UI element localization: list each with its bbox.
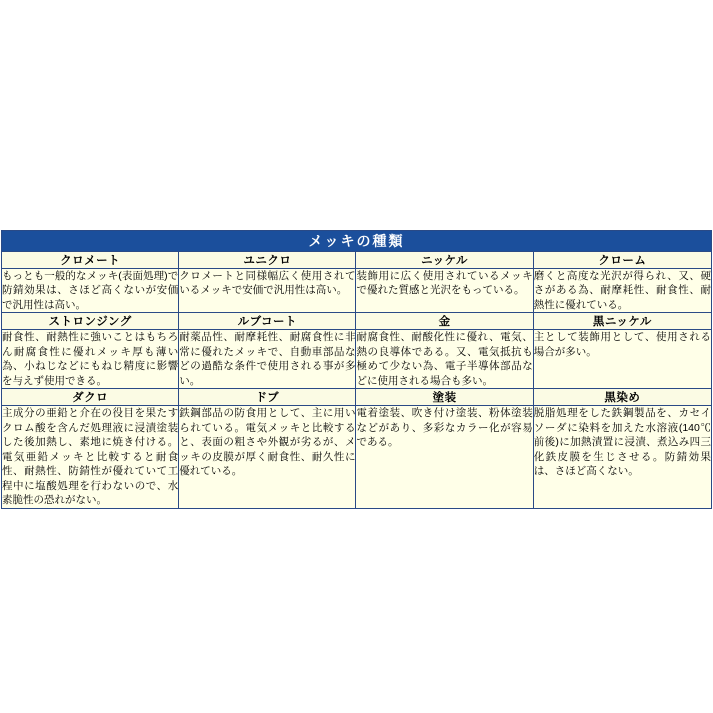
body-cell-unikuro: クロメートと同様幅広く使用されているメッキで安価で汎用性は高い。 <box>179 269 356 313</box>
header-cell-unikuro: ユニクロ <box>179 252 356 269</box>
table-title-row <box>2 231 712 252</box>
mekki-table-container <box>1 230 712 509</box>
table-title: メッキの種類 <box>2 231 712 252</box>
header-cell-dobu: ドブ <box>179 389 356 406</box>
body-cell-lubcoat: 耐薬品性、耐摩耗性、耐腐食性に非常に優れたメッキで、自動車部品などの過酷な条件で使用される事が多い。 <box>179 331 356 387</box>
header-row-1 <box>2 252 712 269</box>
header-cell-black-nickel: 黒ニッケル <box>533 313 711 330</box>
body-cell-chrome: 磨くと高度な光沢が得られ、又、硬さがある為、耐摩耗性、耐食性、耐熱性に優れている。 <box>533 270 711 311</box>
body-cell-black-nickel: 主として装飾用として、使用される場合が多い。 <box>533 330 711 389</box>
body-cell-kuromeeto: もっとも一般的なメッキ(表面処理)で防錆効果は、さほど高くないが安価で汎用性は高い。 <box>2 270 179 311</box>
header-cell-gold: 金 <box>356 313 533 330</box>
body-cell-gold: 耐腐食性、耐酸化性に優れ、電気、熱の良導体である。又、電気抵抗も極めて少ない為、電子半導体部品などに使用される場合も多い。 <box>356 331 533 387</box>
body-row-1 <box>2 269 712 313</box>
header-row-2 <box>2 313 712 330</box>
body-row-3 <box>2 406 712 508</box>
mekki-table <box>1 230 712 509</box>
body-cell-tosou: 電着塗装、吹き付け塗装、粉体塗装などがあり、多彩なカラー化が容易である。 <box>356 406 533 508</box>
header-cell-kurozome: 黒染め <box>533 389 711 406</box>
header-row-3 <box>2 389 712 406</box>
header-cell-lubcoat: ルブコート <box>179 313 356 330</box>
header-cell-chrome: クローム <box>533 252 711 269</box>
header-cell-tosou: 塗装 <box>356 389 533 406</box>
body-cell-dacro: 主成分の亜鉛と介在の役目を果たすクロム酸を含んだ処理液に浸漬塗装した後加熱し、素地に焼き付ける。電気亜鉛メッキと比較すると耐食性、耐熱性、防錆性が優れていて工程中に塩酸処理を行わないので、水素脆性の恐れがない。 <box>2 407 179 507</box>
body-cell-strongzing: 耐食性、耐熱性に強いことはもちろん耐腐食性に優れメッキ厚も薄い為、小ねじなどにもねじ精度に影響を与えず使用できる。 <box>2 331 179 387</box>
body-cell-kurozome: 脱脂処理をした鉄鋼製品を、カセイソーダに染料を加えた水溶液(140℃前後)に加熱漬置に浸漬、煮込み四三化鉄皮膜を生じさせる。防錆効果は、さほど高くない。 <box>533 406 711 508</box>
header-cell-kuromeeto: クロメート <box>2 252 179 269</box>
header-cell-nickel: ニッケル <box>356 252 533 269</box>
header-cell-dacro: ダクロ <box>2 389 179 406</box>
header-cell-strongzing: ストロンジング <box>2 313 179 330</box>
body-cell-dobu: 鉄鋼部品の防食用として、主に用いられている。電気メッキと比較すると、表面の粗さや外観が劣るが、メッキの皮膜が厚く耐食性、耐久性に優れている。 <box>179 406 356 508</box>
body-cell-nickel: 装飾用に広く使用されているメッキで優れた質感と光沢をもっている。 <box>356 269 533 313</box>
body-row-2 <box>2 330 712 389</box>
